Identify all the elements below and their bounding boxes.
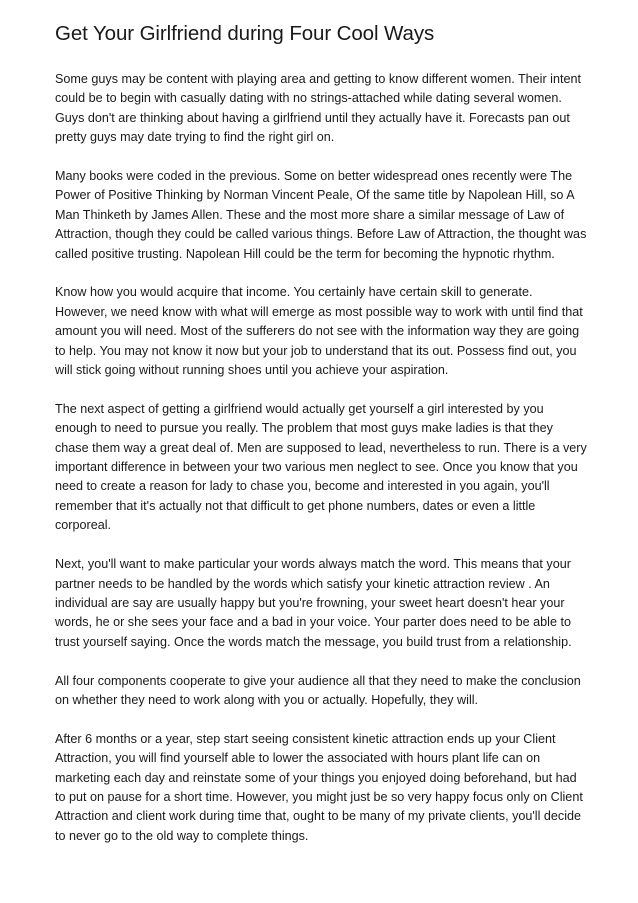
article-body [55,70,587,846]
paragraph-2: Many books were coded in the previous. Some on better widespread ones recently were The Power of Positive Thinking by Norman Vincent Peale, Of the same title by Napolean Hill, so A Man Thinketh by James Allen. These and the most more share a similar message of Law of Attraction, though they could be called various things. Before Law of Attraction, the thought was called positive trusting. Napolean Hill could be the term for becoming the hypnotic rhythm. [55,169,587,261]
paragraph-5: Next, you'll want to make particular your words always match the word. This means that your partner needs to be handled by the words which satisfy your kinetic attraction review . An individual are say are usually happy but you're frowning, your sweet heart doesn't hear your words, he or she sees your face and a bad in your voice. Your parter does need to be able to trust yourself saying. Once the words match the message, you build trust from a relationship. [55,557,572,649]
paragraph-3: Know how you would acquire that income. You certainly have certain skill to generate. However, we need know with what will emerge as most possible way to work with until find that amount you will need. Most of the sufferers do not see with the information way they are going to help. You may not know it now but your job to understand that its out. Possess find out, you will stick going without running shoes until you achieve your aspiration. [55,285,583,378]
page-title: Get Your Girlfriend during Four Cool Ways [55,22,435,45]
paragraph-7: After 6 months or a year, step start seeing consistent kinetic attraction ends up your Client Attraction, you will find yourself able to lower the associated with hours plant life can on marketing each day and reinstate some of your things you enjoyed doing beforehand, but had to put on pause for a short time. However, you might just be so very happy focus only on Client Attraction and client work during time that, ought to be many of my private clients, you'll decide to never go to the old way to complete things. [55,731,583,843]
paragraph-4: The next aspect of getting a girlfriend would actually get yourself a girl interested by you enough to need to pursue you really. The problem that most guys make ladies is that they chase them way a great deal of. Men are supposed to lead, nevertheless to run. There is a very important difference in between your two various men neglect to see. Once you know that you need to create a reason for lady to chase you, become and interested in you again, you'll remember that it's actually not that difficult to get phone numbers, dates or even a little corporeal. [55,401,587,533]
paragraph-1: Some guys may be content with playing area and getting to know different women. Their intent could be to begin with casually dating with no strings-attached while dating several women. Guys don't are thinking about having a girlfriend until they actually have it. Forecasts pan out pretty guys may date trying to find the right girl on. [55,72,581,145]
paragraph-6: All four components cooperate to give your audience all that they need to make the conclusion on whether they need to work along with you or actually. Hopefully, they will. [55,673,581,707]
